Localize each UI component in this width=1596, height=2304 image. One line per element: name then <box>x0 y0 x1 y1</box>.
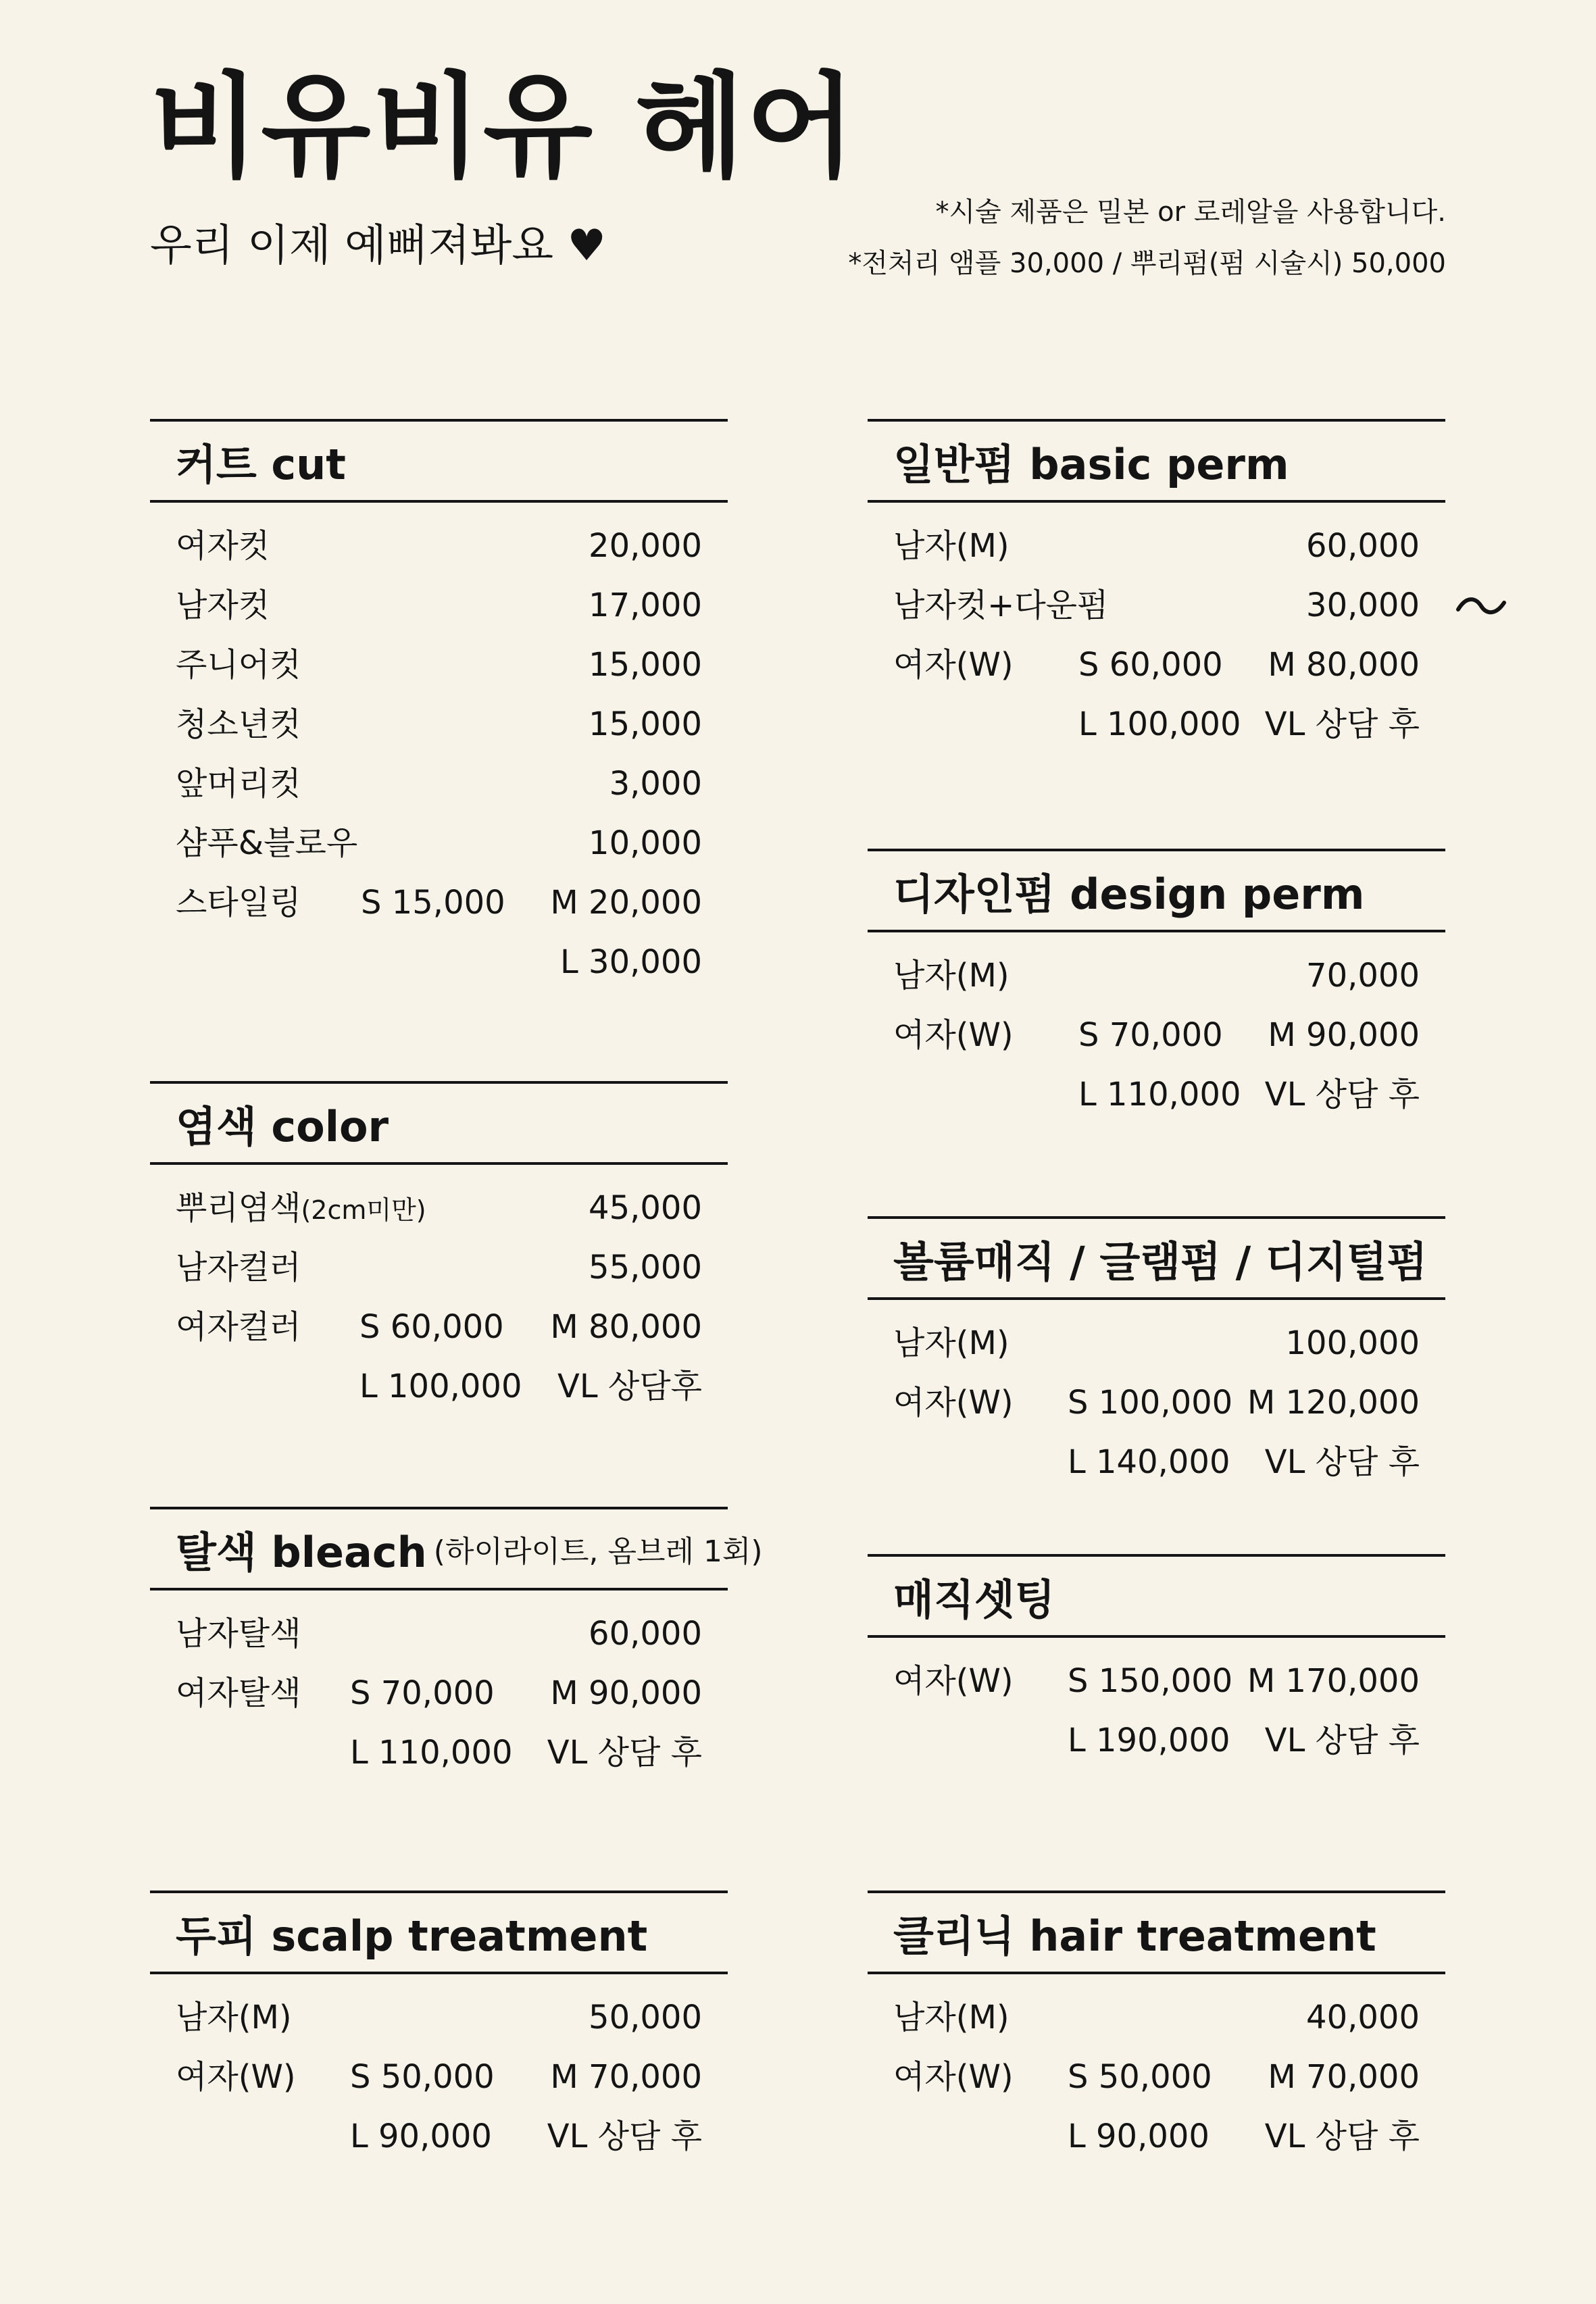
price-row <box>150 1238 728 1297</box>
section-title: 탈색 bleach <box>176 1527 427 1577</box>
item-label: 여자컷 <box>176 527 270 565</box>
item-label: 남자컷+다운펌 <box>893 586 1109 624</box>
section-clinic <box>868 1890 1445 2166</box>
price-row <box>150 516 728 576</box>
price-s: S 100,000 <box>1068 1384 1233 1422</box>
price-m: M 80,000 <box>550 1308 702 1346</box>
tilde-icon <box>1455 595 1507 618</box>
price-l: L 190,000 <box>1068 1722 1230 1759</box>
item-label: 여자컬러 <box>176 1308 301 1346</box>
price-l: L 90,000 <box>350 2118 492 2155</box>
item-label: 여자(W) <box>893 2058 1014 2096</box>
price-s: S 50,000 <box>1068 2058 1212 2096</box>
item-price: 15,000 <box>589 646 702 684</box>
item-label: 여자(W) <box>893 1016 1014 1054</box>
item-label: 여자(W) <box>893 646 1014 684</box>
item-label-note: (2cm미만) <box>301 1195 426 1225</box>
price-row-sized <box>150 1723 728 1782</box>
item-label: 여자(W) <box>893 1662 1014 1700</box>
price-row <box>150 695 728 754</box>
price-row-sized <box>868 1711 1445 1770</box>
item-price: 70,000 <box>1306 957 1420 995</box>
item-price: 60,000 <box>589 1615 702 1653</box>
item-label: 남자(M) <box>893 957 1009 995</box>
price-vl: VL 상담 후 <box>1264 2118 1420 2155</box>
item-label: 남자(M) <box>176 1999 292 2036</box>
price-row-sized <box>150 2107 728 2166</box>
section-title: 매직셋팅 <box>868 1554 1445 1638</box>
note-products: *시술 제품은 밀본 or 로레알을 사용합니다. <box>935 197 1446 228</box>
section-header <box>150 1507 763 1591</box>
price-vl: VL 상담 후 <box>1264 1722 1420 1759</box>
section-title: 일반펌 basic perm <box>868 419 1445 503</box>
price-row-sized <box>868 1651 1445 1711</box>
price-l: L 30,000 <box>560 943 702 981</box>
price-m: M 170,000 <box>1247 1662 1420 1700</box>
item-price: 30,000 <box>1306 586 1420 624</box>
price-vl: VL 상담 후 <box>1264 1443 1420 1481</box>
item-label-main: 뿌리염색 <box>176 1189 301 1227</box>
price-row <box>868 1313 1445 1373</box>
price-row-sized <box>868 1373 1445 1432</box>
price-row-sized <box>150 932 728 992</box>
item-price: 3,000 <box>609 765 702 803</box>
price-l: L 110,000 <box>1078 1076 1241 1113</box>
item-price: 100,000 <box>1285 1324 1420 1362</box>
item-price: 17,000 <box>589 586 702 624</box>
item-label: 앞머리컷 <box>176 765 301 803</box>
item-label: 여자(W) <box>176 2058 296 2096</box>
item-label: 남자(M) <box>893 1999 1009 2036</box>
price-row <box>868 576 1445 635</box>
price-row-sized <box>150 873 728 932</box>
price-row-sized <box>868 1432 1445 1492</box>
item-price: 20,000 <box>589 527 702 565</box>
item-price: 15,000 <box>589 705 702 743</box>
item-label: 주니어컷 <box>176 646 301 684</box>
section-title: 볼륨매직 / 글램펌 / 디지털펌 <box>868 1216 1445 1300</box>
price-l: L 110,000 <box>350 1734 513 1772</box>
price-row-sized <box>868 1065 1445 1124</box>
section-cut <box>150 419 728 992</box>
item-price: 40,000 <box>1306 1999 1420 2036</box>
item-price: 60,000 <box>1306 527 1420 565</box>
salon-title: 비유비유 헤어 <box>150 61 857 193</box>
item-label: 청소년컷 <box>176 705 301 743</box>
price-row-sized <box>150 1357 728 1416</box>
price-s: S 70,000 <box>1078 1016 1223 1054</box>
price-row-sized <box>150 2047 728 2107</box>
price-row <box>150 813 728 873</box>
section-volume-magic <box>868 1216 1445 1492</box>
price-row-sized <box>868 2047 1445 2107</box>
price-m: M 80,000 <box>1268 646 1420 684</box>
price-row <box>150 576 728 635</box>
price-row-sized <box>868 695 1445 754</box>
note-ampoule: *전처리 앰플 30,000 / 뿌리펌(펌 시술시) 50,000 <box>848 248 1446 279</box>
item-label: 남자탈색 <box>176 1615 301 1653</box>
price-l: L 90,000 <box>1068 2118 1210 2155</box>
price-s: S 150,000 <box>1068 1662 1233 1700</box>
price-s: S 70,000 <box>350 1674 495 1712</box>
item-label: 남자(M) <box>893 1324 1009 1362</box>
price-row <box>150 1178 728 1238</box>
price-row <box>150 754 728 813</box>
price-row-sized <box>868 2107 1445 2166</box>
price-s: S 60,000 <box>1078 646 1223 684</box>
item-price: 55,000 <box>589 1249 702 1286</box>
price-l: L 100,000 <box>359 1368 522 1405</box>
price-vl: VL 상담 후 <box>547 2118 702 2155</box>
section-title: 클리닉 hair treatment <box>868 1890 1445 1974</box>
item-price: 45,000 <box>589 1189 702 1227</box>
price-row-sized <box>868 635 1445 695</box>
section-scalp <box>150 1890 728 2166</box>
price-row <box>868 1988 1445 2047</box>
price-row <box>868 516 1445 576</box>
item-label: 샴푸&블로우 <box>176 824 358 862</box>
item-label: 스타일링 <box>176 884 301 922</box>
item-price: 10,000 <box>589 824 702 862</box>
item-label <box>176 1178 426 1240</box>
price-m: M 90,000 <box>550 1674 702 1712</box>
price-m: M 70,000 <box>1268 2058 1420 2096</box>
section-title: 커트 cut <box>150 419 728 503</box>
item-label: 남자(M) <box>893 527 1009 565</box>
section-magic-setting <box>868 1554 1445 1770</box>
section-bleach <box>150 1507 763 1782</box>
price-s: S 60,000 <box>359 1308 504 1346</box>
price-row <box>150 1604 728 1663</box>
price-l: L 140,000 <box>1068 1443 1230 1481</box>
item-price: 50,000 <box>589 1999 702 2036</box>
price-vl: VL 상담 후 <box>1264 705 1420 743</box>
price-s: S 15,000 <box>361 884 505 922</box>
price-row-sized <box>150 1663 728 1723</box>
item-label: 남자컬러 <box>176 1249 301 1286</box>
section-title: 두피 scalp treatment <box>150 1890 728 1974</box>
price-m: M 120,000 <box>1247 1384 1420 1422</box>
price-vl: VL 상담후 <box>557 1368 702 1405</box>
price-s: S 50,000 <box>350 2058 495 2096</box>
item-label: 여자탈색 <box>176 1674 301 1712</box>
section-title: 염색 color <box>150 1081 728 1165</box>
item-label: 여자(W) <box>893 1384 1014 1422</box>
section-design-perm <box>868 849 1445 1124</box>
price-m: M 70,000 <box>550 2058 702 2096</box>
price-row <box>150 635 728 695</box>
price-vl: VL 상담 후 <box>547 1734 702 1772</box>
price-vl: VL 상담 후 <box>1264 1076 1420 1113</box>
price-row <box>150 1988 728 2047</box>
tagline: 우리 이제 예뻐져봐요 ♥ <box>150 221 606 271</box>
price-m: M 90,000 <box>1268 1016 1420 1054</box>
price-l: L 100,000 <box>1078 705 1241 743</box>
price-m: M 20,000 <box>550 884 702 922</box>
section-color <box>150 1081 728 1416</box>
price-row <box>868 946 1445 1005</box>
notes <box>848 186 1446 289</box>
price-row-sized <box>150 1297 728 1357</box>
item-label: 남자컷 <box>176 586 270 624</box>
price-row-sized <box>868 1005 1445 1065</box>
section-title: 디자인펌 design perm <box>868 849 1445 932</box>
section-basic-perm <box>868 419 1445 754</box>
section-subtitle: (하이라이트, 옴브레 1회) <box>433 1534 763 1569</box>
